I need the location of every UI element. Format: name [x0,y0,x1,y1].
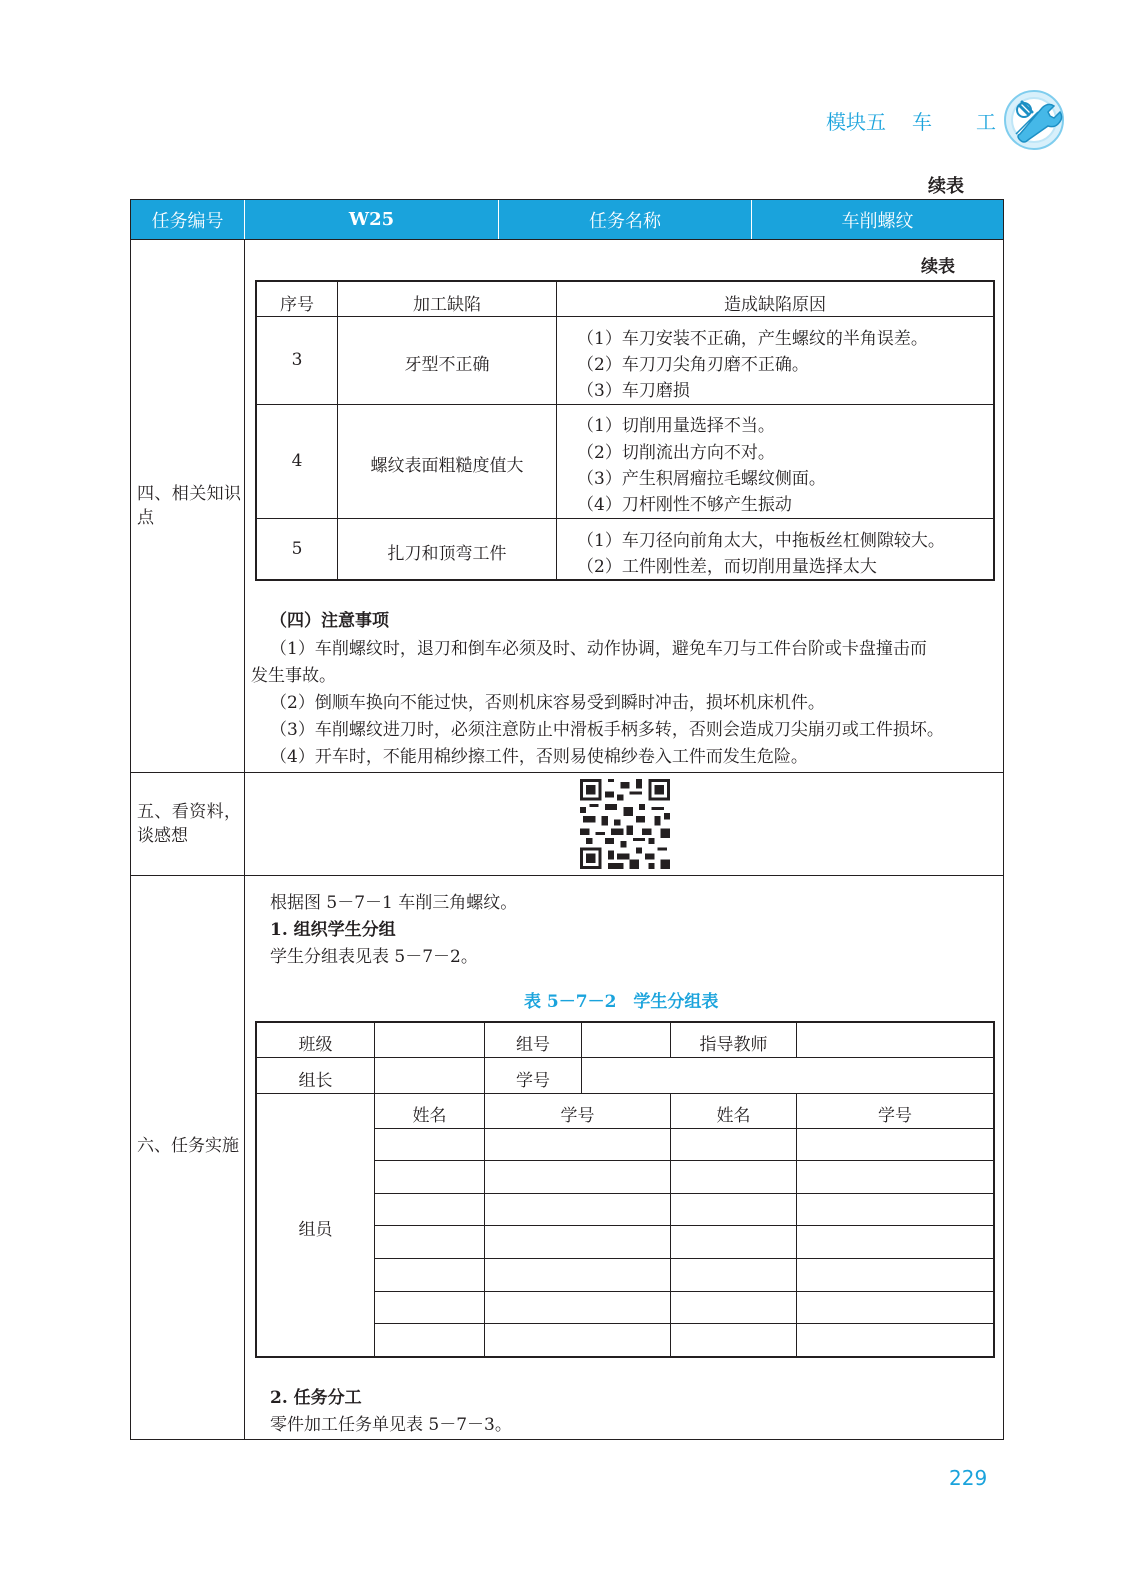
step1-text: 学生分组表见表 5－7－2。 [270,947,478,967]
defect-row-cause: （3）车刀磨损 [577,381,690,401]
defect-row-cause: （2）车刀刀尖角刃磨不正确。 [577,355,809,375]
inner-continued-label: 续表 [921,257,955,277]
group-table [255,1021,995,1358]
header-chapter-char2: 工 [976,110,996,134]
task-name-value: 车削螺纹 [752,200,1003,239]
defect-row-defect: 牙型不正确 [404,355,490,375]
student-id-label: 学号 [516,1071,550,1091]
defect-row-no: 5 [291,539,303,559]
step2-title: 2. 任务分工 [270,1388,362,1408]
section6-label: 六、任务实施 [137,1136,239,1156]
header-chapter-char1: 车 [912,110,932,134]
section5-label: 五、看资料，谈感想 [137,802,241,846]
defect-row-cause: （2）切削流出方向不对。 [577,443,775,463]
section4-label: 四、相关知识点 [137,484,241,528]
members-label: 组员 [298,1220,333,1240]
running-header [826,106,996,135]
note-line: （3）车削螺纹进刀时，必须注意防止中滑板手柄多转，否则会造成刀尖崩刃或工件损坏。 [270,720,944,740]
wrench-gear-icon [1002,88,1066,152]
defect-header-no: 序号 [280,295,314,315]
note-line: （4）开车时，不能用棉纱擦工件，否则易使棉纱卷入工件而发生危险。 [270,747,808,767]
defect-row-cause: （1）车刀径向前角太大，中拖板丝杠侧隙较大。 [577,531,945,551]
defect-row-no: 4 [291,451,303,471]
continued-label: 续表 [928,176,964,197]
page-number: 229 [949,1466,988,1490]
member-header-name: 姓名 [412,1106,447,1126]
group-no-label: 组号 [516,1035,550,1055]
defect-row-cause: （4）刀杆刚性不够产生振动 [577,495,792,515]
task-id-value: W25 [245,200,498,239]
defect-header-cause: 造成缺陷原因 [724,295,826,315]
teacher-label: 指导教师 [699,1035,768,1055]
defect-row-cause: （1）切削用量选择不当。 [577,416,775,436]
defect-row-defect: 扎刀和顶弯工件 [387,544,507,564]
defect-table [255,280,995,581]
step1-title: 1. 组织学生分组 [270,920,396,940]
task-sheet-table [130,199,1004,1440]
note-line: （1）车削螺纹时，退刀和倒车必须及时、动作协调，避免车刀与工件台阶或卡盘撞击而 [270,639,927,659]
defect-header-defect: 加工缺陷 [413,295,481,315]
defect-row-no: 3 [291,350,303,370]
leader-label: 组长 [298,1071,333,1091]
task-id-label: 任务编号 [131,200,244,239]
member-header-id: 学号 [878,1106,912,1126]
defect-row-cause: （2）工件刚性差，而切削用量选择太大 [577,557,877,577]
defect-row-cause: （1）车刀安装不正确，产生螺纹的半角误差。 [577,329,928,349]
task-name-label: 任务名称 [499,200,751,239]
defect-row-defect: 螺纹表面粗糙度值大 [370,456,524,476]
class-label: 班级 [298,1035,333,1055]
step2-text: 零件加工任务单见表 5－7－3。 [270,1415,512,1435]
note-line: 发生事故。 [251,666,336,686]
member-header-name: 姓名 [716,1106,751,1126]
qr-code-icon[interactable] [580,779,670,869]
header-module: 模块五 [826,110,886,134]
group-table-caption: 表 5－7－2 学生分组表 [524,992,719,1012]
notes-title: （四）注意事项 [270,611,389,631]
member-header-id: 学号 [560,1106,595,1126]
section6-intro: 根据图 5－7－1 车削三角螺纹。 [270,893,518,913]
note-line: （2）倒顺车换向不能过快，否则机床容易受到瞬时冲击，损坏机床机件。 [270,693,825,713]
defect-row-cause: （3）产生积屑瘤拉毛螺纹侧面。 [577,469,826,489]
